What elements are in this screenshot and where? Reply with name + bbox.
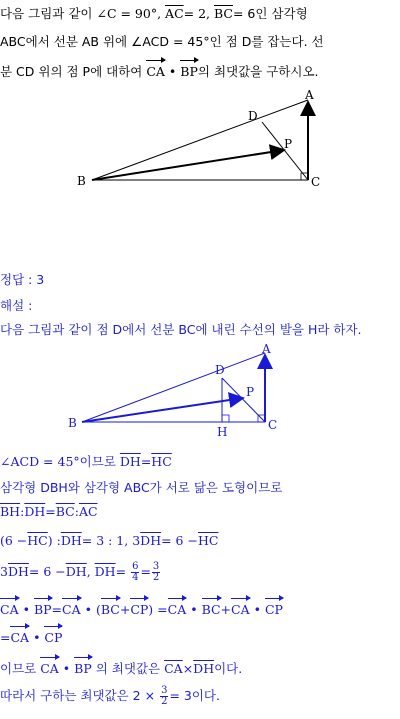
segment-cd [262, 122, 308, 180]
segment-ba [92, 100, 308, 180]
problem-line-2: ABC에서 선분 AB 위에 ∠ACD = 45°인 점 D를 잡는다. 선 [0, 34, 324, 49]
solution-heading: 해설 : [0, 298, 33, 313]
problem-line-3: 분 CD 위의 점 P에 대하여 CA • BP의 최댓값을 구하시오. [0, 64, 319, 79]
solution-step-5: $(6 -\overline{HC})$ $:\overline{DH}= 3$ : 1, $3\overline{DH}= 6 -\overline{HC}$ [0, 533, 219, 548]
solution-step-9: 이므로 CA • BP 의 최댓값은 $\overline{CA}\times\overline{DH}$이다. [0, 661, 243, 676]
vector-bp-arrow [92, 150, 284, 180]
label-p: P [284, 137, 293, 151]
fraction-6-4: $\frac{6}{4}$ [132, 561, 139, 583]
label-a: A [262, 342, 271, 356]
label-c: C [268, 418, 278, 432]
fraction-3-2: $\frac{3}{2}$ [161, 685, 168, 707]
problem-figure [0, 88, 400, 198]
label-b: B [77, 174, 86, 188]
right-angle-mark-h [222, 415, 229, 422]
vector-bp-arrow [82, 398, 243, 422]
segment-ac: $\overline{AC}$ [165, 6, 184, 21]
segment-bc: $\overline{BC}$ [214, 6, 233, 21]
label-d: D [215, 363, 225, 377]
solution-step-6: $3\overline{DH}= 6 -\overline{DH}$, $\overline{DH}=$ $\frac{6}{4}$ = $\frac{3}{2}$ [0, 561, 160, 583]
solution-step-1: 다음 그림과 같이 점 D에서 선분 BC에 내린 수선의 발을 H라 하자. [0, 322, 362, 337]
solution-figure [0, 341, 400, 436]
solution-step-8: =CA • CP [0, 630, 63, 645]
label-p: P [246, 385, 255, 399]
fraction-3-2: $\frac{3}{2}$ [152, 561, 160, 583]
label-a: A [305, 88, 314, 102]
answer: 정답 : 3 [0, 272, 45, 287]
problem-line-1: 다음 그림과 같이 ∠C = 90°, $\overline{AC}= 2$, $\overline{BC}= 6$인 삼각형 [0, 6, 308, 21]
segment-ba [82, 353, 265, 422]
vector-bp: BP [180, 64, 198, 79]
label-d: D [248, 109, 258, 123]
label-c: C [311, 175, 321, 189]
solution-step-3: 삼각형 DBH와 삼각형 ABC가 서로 닮은 도형이므로 [0, 480, 283, 495]
vector-ca: CA [146, 64, 165, 79]
solution-step-10: 따라서 구하는 최댓값은 2 × $\frac{3}{2}$ = 3이다. [0, 685, 220, 707]
label-b: B [68, 416, 77, 430]
solution-step-7: CA • BP=CA • (BC+CP) =CA • BC+CA • CP [0, 602, 283, 617]
solution-step-4: $\overline{BH}:\overline{DH}=\overline{BC}:\overline{AC}$ [0, 504, 98, 519]
solution-step-2: ∠ACD = 45°이므로 $\overline{DH}=\overline{HC}$ [0, 454, 172, 469]
label-h: H [217, 425, 228, 436]
